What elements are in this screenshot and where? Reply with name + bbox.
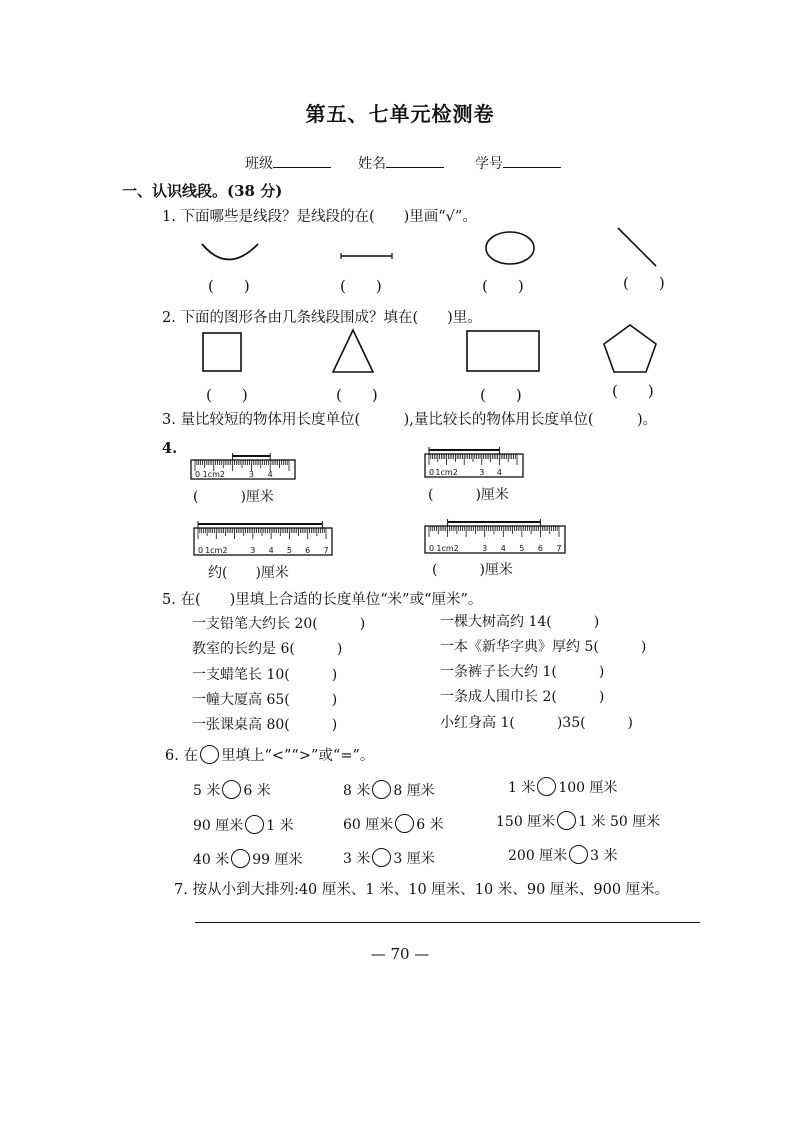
- question-7: 7. 按从小到大排列:40 厘米、1 米、10 厘米、10 米、90 厘米、900 厘米。: [174, 882, 670, 898]
- question-3: 3. 量比较短的物体用长度单位( ),量比较长的物体用长度单位( )。: [162, 412, 658, 428]
- compare-blank-circle[interactable]: [372, 780, 391, 799]
- measured-segment: [448, 519, 541, 526]
- circle-icon: [200, 745, 219, 764]
- ruler-tick-label: 5: [519, 544, 525, 553]
- q2-answer-1[interactable]: ( ): [206, 386, 248, 404]
- cmp-r2-c1: 90 厘米 1 米: [193, 815, 294, 835]
- compare-blank-circle[interactable]: [569, 845, 588, 864]
- cmp-r3-c2: 3 米 3 厘米: [343, 848, 435, 868]
- ruler-tick-label: 0: [429, 468, 435, 477]
- ruler-tick-label: 5: [286, 546, 292, 555]
- measured-segment: [233, 453, 271, 460]
- compare-blank-circle[interactable]: [395, 814, 414, 833]
- ruler-tick-label: 0: [198, 546, 204, 555]
- page-number: — 70 —: [370, 945, 430, 963]
- ruler-long-2: [424, 518, 566, 554]
- question-1: 1. 下面哪些是线段？是线段的在( )里画“√”。: [162, 209, 477, 225]
- compare-blank-circle[interactable]: [537, 777, 556, 796]
- q1-answer-4[interactable]: ( ): [623, 274, 665, 292]
- measured-segment: [429, 447, 499, 454]
- name-label: 姓名: [358, 156, 386, 172]
- ruler-tick-label: 4: [500, 544, 506, 553]
- compare-blank-circle[interactable]: [372, 848, 391, 867]
- ruler-tick-label: 7: [556, 544, 562, 553]
- ruler-tick-label: 1cm2: [205, 546, 228, 555]
- q5-left-4[interactable]: 一幢大厦高 65( ): [192, 692, 338, 708]
- page-title: 第五、七单元检测卷: [305, 102, 495, 126]
- question-5: 5. 在( )里填上合适的长度单位“米”或“厘米”。: [162, 592, 483, 608]
- cmp-r1-c2: 8 米 8 厘米: [343, 780, 435, 800]
- cmp-r3-c3: 200 厘米 3 米: [508, 845, 618, 865]
- ruler-short-1: [190, 452, 296, 480]
- q1-answer-3[interactable]: ( ): [482, 277, 524, 295]
- ruler-short-2: [424, 446, 524, 478]
- q6-text-pre: 6. 在: [165, 748, 198, 764]
- ruler-long-1: [193, 520, 333, 556]
- q2-answer-3[interactable]: ( ): [480, 386, 522, 404]
- q5-right-4[interactable]: 一条成人围巾长 2( ): [440, 689, 605, 705]
- ruler-tick-label: 1cm2: [202, 470, 225, 479]
- ruler-tick-label: 0: [195, 470, 201, 479]
- ruler-tick-label: 6: [537, 544, 543, 553]
- q4-answer-3[interactable]: 约( )厘米: [208, 565, 289, 581]
- q6-text-post: 里填上“<”“>”或“=”。: [220, 748, 375, 764]
- cmp-r2-c2: 60 厘米 6 米: [343, 814, 444, 834]
- pentagon-figure: [604, 325, 656, 372]
- ruler-tick-label: 1cm2: [435, 468, 458, 477]
- compare-blank-circle[interactable]: [231, 849, 250, 868]
- ruler-tick-label: 3: [482, 544, 488, 553]
- q5-right-5[interactable]: 小红身高 1( )35( ): [440, 715, 634, 731]
- q5-right-1[interactable]: 一棵大树高约 14( ): [440, 614, 600, 630]
- rectangle-figure: [467, 331, 539, 371]
- question-6: [165, 744, 374, 765]
- cmp-r2-c3: 150 厘米 1 米 50 厘米: [496, 811, 660, 831]
- measured-segment: [198, 521, 322, 528]
- q2-answer-4[interactable]: ( ): [612, 382, 654, 400]
- ruler-tick-label: 0: [429, 544, 435, 553]
- ruler-tick-label: 3: [250, 546, 256, 555]
- compare-blank-circle[interactable]: [557, 811, 576, 830]
- ruler-tick-label: 4: [496, 468, 502, 477]
- q5-left-3[interactable]: 一支蜡笔长 10( ): [192, 667, 338, 683]
- compare-blank-circle[interactable]: [245, 815, 264, 834]
- ruler-tick-label: 4: [268, 546, 274, 555]
- number-label: 学号: [475, 156, 503, 172]
- question-4: 4.: [162, 440, 178, 457]
- q1-answer-2[interactable]: ( ): [340, 277, 382, 295]
- question-2: 2. 下面的图形各由几条线段围成？填在( )里。: [162, 310, 482, 326]
- square-figure: [203, 333, 241, 371]
- q5-left-2[interactable]: 教室的长约是 6( ): [192, 641, 343, 657]
- ruler-tick-label: 6: [305, 546, 311, 555]
- q4-answer-1[interactable]: ( )厘米: [193, 489, 274, 505]
- triangle-figure: [333, 330, 373, 372]
- ruler-tick-label: 3: [248, 470, 254, 479]
- q2-answer-2[interactable]: ( ): [336, 386, 378, 404]
- q1-answer-1[interactable]: ( ): [208, 277, 250, 295]
- q5-right-2[interactable]: 一本《新华字典》厚约 5( ): [440, 639, 647, 655]
- q5-left-1[interactable]: 一支铅笔大约长 20( ): [192, 616, 366, 632]
- ruler-tick-label: 1cm2: [436, 544, 459, 553]
- q4-answer-2[interactable]: ( )厘米: [428, 487, 509, 503]
- q5-left-5[interactable]: 一张课桌高 80( ): [192, 717, 338, 733]
- answer-line[interactable]: [195, 922, 700, 923]
- ruler-tick-label: 3: [479, 468, 485, 477]
- ruler-tick-label: 4: [267, 470, 273, 479]
- section-heading: 一、认识线段。(38 分): [122, 182, 283, 200]
- compare-blank-circle[interactable]: [222, 780, 241, 799]
- cmp-r1-c3: 1 米 100 厘米: [508, 777, 618, 797]
- cmp-r3-c1: 40 米 99 厘米: [193, 849, 303, 869]
- q5-right-3[interactable]: 一条裤子长大约 1( ): [440, 664, 605, 680]
- ruler-tick-label: 7: [323, 546, 329, 555]
- q4-answer-4[interactable]: ( )厘米: [432, 562, 513, 578]
- cmp-r1-c1: 5 米 6 米: [193, 780, 271, 800]
- class-label: 班级: [245, 156, 273, 172]
